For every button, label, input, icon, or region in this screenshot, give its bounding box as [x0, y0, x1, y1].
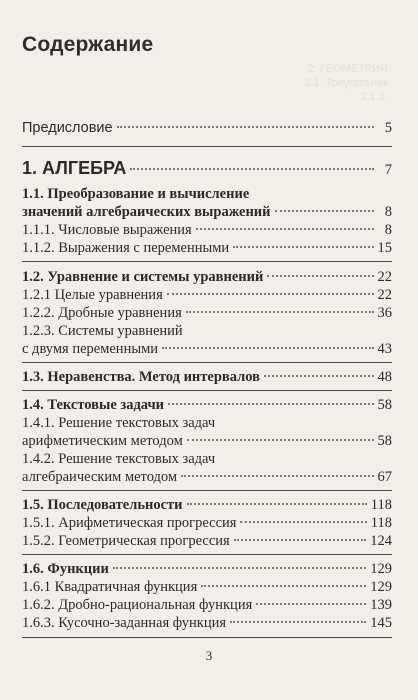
toc-entry-1-3[interactable]: 1.3. Неравенства. Метод интервалов 48 [22, 369, 392, 385]
dot-leader [201, 585, 366, 587]
toc-entry-1-1-2[interactable]: 1.1.2. Выражения с переменными 15 [22, 240, 392, 256]
toc-entry-1-2-2[interactable]: 1.2.2. Дробные уравнения 36 [22, 305, 392, 321]
toc-entry-1-4-1-line1[interactable]: 1.4.1. Решение текстовых задач [22, 415, 216, 431]
dot-leader [196, 228, 374, 230]
toc-entry-1-4-2[interactable]: алгебраическим методом 67 [22, 469, 392, 485]
dot-leader [181, 475, 373, 477]
dot-leader [162, 347, 373, 349]
toc-entry-1-6-1[interactable]: 1.6.1 Квадратичная функция 129 [22, 579, 392, 595]
toc-entry-1-4[interactable]: 1.4. Текстовые задачи 58 [22, 397, 392, 413]
toc-entry-preface[interactable]: Предисловие 5 [22, 120, 392, 136]
section-divider [22, 362, 392, 363]
dot-leader [267, 275, 373, 277]
dot-leader [240, 521, 366, 523]
dot-leader [233, 246, 373, 248]
dot-leader [234, 539, 367, 541]
toc-entry-1-2-3[interactable]: с двумя переменными 43 [22, 341, 392, 357]
toc-entry-1-6-2[interactable]: 1.6.2. Дробно-рациональная функция 139 [22, 597, 392, 613]
section-divider [22, 261, 392, 262]
section-divider [22, 490, 392, 491]
dot-leader [187, 439, 374, 441]
dot-leader [113, 567, 366, 569]
toc-entry-1-5-2[interactable]: 1.5.2. Геометрическая прогрессия 124 [22, 533, 392, 549]
toc-entry-1-6[interactable]: 1.6. Функции 129 [22, 561, 392, 577]
dot-leader [264, 375, 374, 377]
toc-entry-1-4-2-line1[interactable]: 1.4.2. Решение текстовых задач [22, 451, 216, 467]
toc-entry-1-2-1[interactable]: 1.2.1 Целые уравнения 22 [22, 287, 392, 303]
page-title: Содержание [22, 33, 154, 56]
toc-entry-1-2[interactable]: 1.2. Уравнение и системы уравнений 22 [22, 269, 392, 285]
bleed-through-text: 2. ГЕОМЕТРИЯ 2.1. Треугольник 2.1.1. [304, 63, 388, 103]
toc-entry-1-6-3[interactable]: 1.6.3. Кусочно-заданная функция 145 [22, 615, 392, 631]
page-number: 3 [205, 648, 213, 663]
dot-leader [117, 126, 374, 128]
toc-entry-1-1[interactable]: значений алгебраических выражений 8 [22, 204, 392, 220]
toc-entry-1-1-1[interactable]: 1.1.1. Числовые выражения 8 [22, 222, 392, 238]
section-divider [22, 554, 392, 555]
section-divider [22, 146, 392, 147]
dot-leader [256, 603, 366, 605]
dot-leader [168, 403, 373, 405]
dot-leader [230, 621, 366, 623]
toc-entry-algebra[interactable]: 1. АЛГЕБРА 7 [22, 158, 392, 178]
dot-leader [187, 503, 367, 505]
toc-entry-1-1-line1[interactable]: 1.1. Преобразование и вычисление [22, 186, 250, 202]
dot-leader [186, 311, 374, 313]
dot-leader [130, 168, 374, 170]
dot-leader [167, 293, 374, 295]
toc-entry-1-5-1[interactable]: 1.5.1. Арифметическая прогрессия 118 [22, 515, 392, 531]
section-divider [22, 390, 392, 391]
toc-entry-1-5[interactable]: 1.5. Последовательности 118 [22, 497, 392, 513]
footer-rule [22, 637, 392, 638]
toc-entry-1-2-3-line1[interactable]: 1.2.3. Системы уравнений [22, 323, 183, 339]
toc-entry-1-4-1[interactable]: арифметическим методом 58 [22, 433, 392, 449]
dot-leader [275, 210, 374, 212]
